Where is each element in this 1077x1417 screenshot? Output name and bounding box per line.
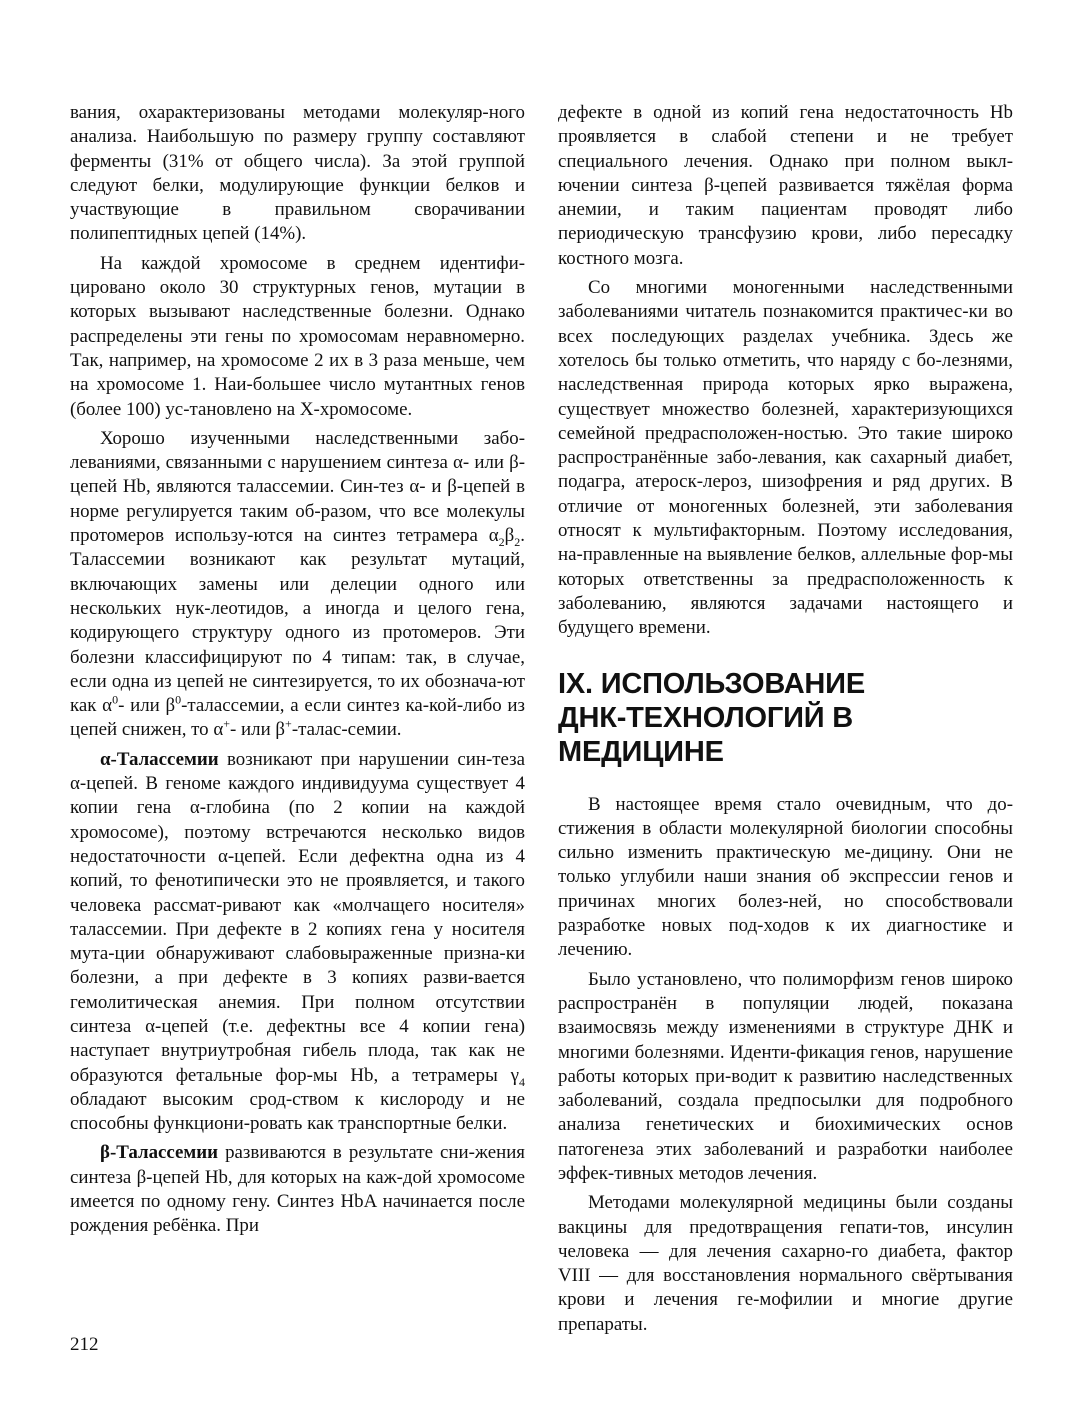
section-heading <box>558 667 1013 769</box>
page-number: 212 <box>70 1334 99 1355</box>
paragraph: Хорошо изученными наследственными забо-леваниями, связанными с нарушением синтеза α- или β-цепей Hb, являются талассемии. Син-тез α- и β-цепей в норме регулируется таким об-разом, что все молекулы протомеров использу-ются на синтез тетрамера $\alpha_2\beta_2$. Талассемии возникают как результат мутаций, включающих замены или делеции одного или нескольких нук-леотидов, а иногда и целого гена, кодирующего структуру одного из протомеров. Эти болезни классифицируют по 4 типам: так, в случае, если одна из цепей не синтезируется, то их обознача-ют как $\alpha^0-$ или $\beta^0$-талассемии, а если синтез ка-кой-либо из цепей снижен, то α+- или β+-талас-семии. <box>70 427 525 741</box>
section-heading-line2: ДНК-ТЕХНОЛОГИЙ В МЕДИЦИНЕ <box>558 701 853 768</box>
left-column <box>70 101 525 1244</box>
paragraph: В настоящее время стало очевидным, что до-стижения в области молекулярной биологии способны сильно изменить практическую ме-дицину. Они не только углубили наши знания об экспрессии генов и причинах многих болез-ней, но способствовали разработке новых под-ходов к их диагностике и лечению. <box>558 793 1013 961</box>
right-column <box>558 101 1013 1342</box>
paragraph: На каждой хромосоме в среднем идентифи-цировано около 30 структурных генов, мутации в которых вызывают наследственные болезни. Однако распределены эти гены по хромосомам неравномерно. Так, например, на хромосоме 2 их в 3 раза меньше, чем на хромосоме 1. Наи-большее число мутантных генов (более 100) ус-тановлено на Х-хромосоме. <box>70 252 525 420</box>
paragraph: Со многими моногенными наследственными заболеваниями читатель познакомится практичес-ки во всех последующих разделах учебника. Здесь же хотелось бы только отметить, что наряду с бо-лезнями, наследственная природа которых ярко выражена, существует множество болезней, характеризующихся семейной предрасположен-ностью. Это такие широко распространённые забо-левания, как сахарный диабет, подагра, атероск-лероз, шизофрения и ряд других. В отличие от моногенных болезней, эти заболевания относят к мультифакторным. Поэтому исследования, на-правленные на выявление белков, аллельные фор-мы которых ответственны за предрасположенность к заболеванию, являются задачами настоящего и будущего времени. <box>558 277 1013 639</box>
paragraph: α-Талассемии возникают при нарушении син-теза α-цепей. В геноме каждого индивидуума существует 4 копии гена α-глобина (по 2 копии на каждой хромосоме), поэтому встречаются несколько видов недостаточности α-цепей. Если дефектна одна из 4 копий, то фенотипически это не проявляется, и такого человека рассмат-ривают как «молчащего носителя» талассемии. При дефекте в 2 копиях гена у носителя мута-ции обнаруживают слабовыраженные призна-ки болезни, а при дефекте в 3 копиях разви-вается гемолитическая анемия. При полном отсутствии синтеза α-цепей (т.е. дефектны все 4 копии гена) наступает внутриутробная гибель плода, так как не образуются фетальные фор-мы Hb, а тетрамеры $\gamma_4$ обладают высоким срод-ством к кислороду и не способны функциони-ровать как транспортные белки. <box>70 748 525 1135</box>
right-column-bottom <box>558 793 1013 1338</box>
paragraph: вания, охарактеризованы методами молекуляр-ного анализа. Наибольшую по размеру группу составляют ферменты (31% от общего числа). За этой группой следуют белки, модулирующие функции белков и участвующие в правильном сворачивании полипептидных цепей (14%). <box>70 102 525 245</box>
paragraph: Было установлено, что полиморфизм генов широко распространён в популяции людей, показана взаимосвязь между изменениями в структуре ДНК и многими болезнями. Иденти-фикация генов, нарушение работы которых при-водит к развитию наследственных заболеваний, создала предпосылки для подробного анализа генетических и биохимических основ патогенеза этих заболеваний и разработки наиболее эффек-тивных методов лечения. <box>558 968 1013 1184</box>
paragraph: Методами молекулярной медицины были созданы вакцины для предотвращения гепати-тов, инсулин человека — для лечения сахарно-го диабета, фактор VIII — для восстановления нормального свёртывания крови и лечения ге-мофилии и многие другие препараты. <box>558 1192 1013 1335</box>
section-heading-line1: IX. ИСПОЛЬЗОВАНИЕ <box>558 667 865 700</box>
right-column-top <box>558 101 1013 641</box>
paragraph: β-Талассемии развиваются в результате сни-жения синтеза β-цепей Hb, для которых на каж-дой хромосоме имеется по одному гену. Синтез HbA начинается после рождения ребёнка. При <box>70 1142 525 1237</box>
paragraph: дефекте в одной из копий гена недостаточность Hb проявляется в слабой степени и не требует специального лечения. Однако при полном выкл-ючении синтеза β-цепей развивается тяжёлая форма анемии, и таким пациентам проводят либо периодическую трансфузию крови, либо пересадку костного мозга. <box>558 102 1013 269</box>
